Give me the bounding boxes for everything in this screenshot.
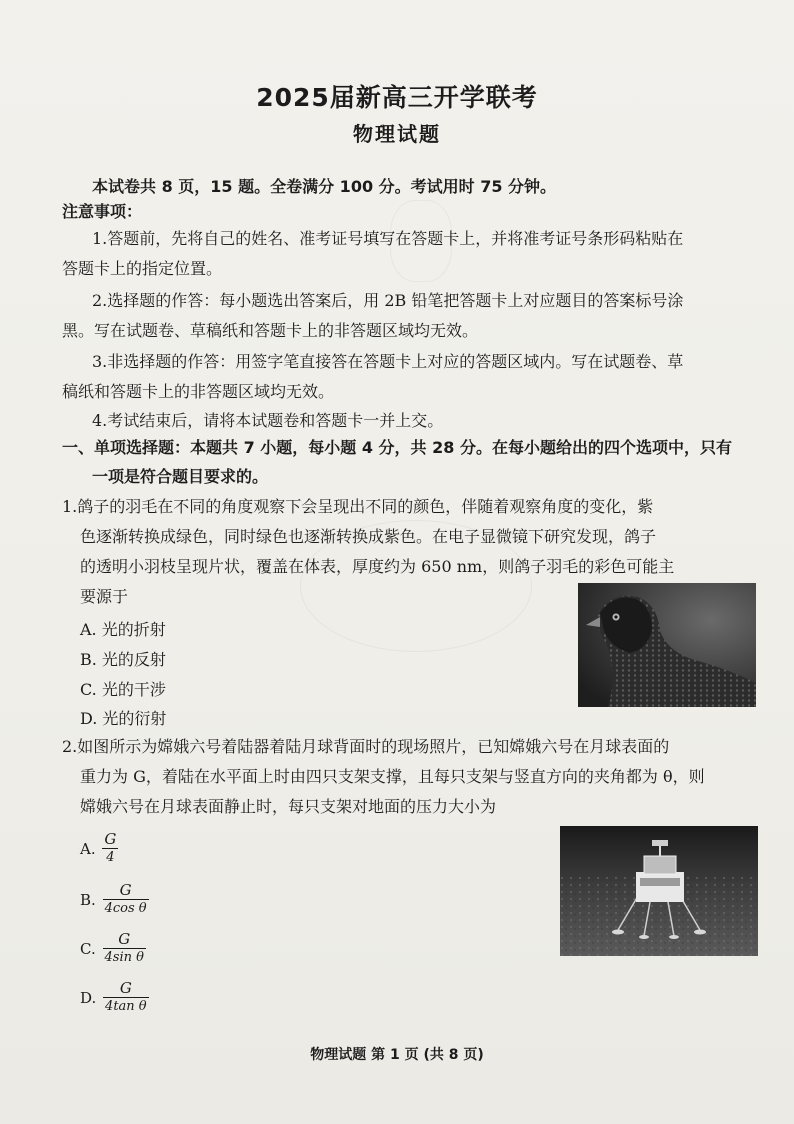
note-1-line-2: 答题卡上的指定位置。 bbox=[62, 259, 223, 278]
q1-option-a: A. 光的折射 bbox=[80, 620, 166, 639]
q2-option-a-numerator: G bbox=[104, 830, 117, 848]
q2-option-d-numerator: G bbox=[103, 979, 149, 998]
q1-option-b: B. 光的反射 bbox=[80, 650, 166, 669]
q1-stem-line-2: 色逐渐转换成绿色，同时绿色也逐渐转换成紫色。在电子显微镜下研究发现，鸽子 bbox=[80, 527, 657, 546]
note-2-line-2: 黑。写在试题卷、草稿纸和答题卡上的非答题区域均无效。 bbox=[62, 321, 479, 340]
note-1-line-1: 1.答题前，先将自己的姓名、准考证号填写在答题卡上，并将准考证号条形码粘贴在 bbox=[92, 229, 684, 248]
q2-option-a-fraction bbox=[102, 830, 118, 867]
pigeon-photo bbox=[578, 583, 756, 707]
q2-option-b-label: B. bbox=[80, 890, 96, 909]
q1-option-c: C. 光的干涉 bbox=[80, 680, 166, 699]
q2-option-d-fraction bbox=[103, 979, 149, 1016]
q2-option-d-denominator: 4tan θ bbox=[105, 999, 147, 1014]
q2-option-d bbox=[80, 979, 149, 1016]
exam-intro: 本试卷共 8 页，15 题。全卷满分 100 分。考试用时 75 分钟。 bbox=[92, 177, 557, 196]
exam-title: 2025届新高三开学联考 bbox=[256, 83, 538, 112]
notes-heading: 注意事项： bbox=[62, 202, 143, 221]
q2-option-d-label: D. bbox=[80, 988, 97, 1007]
q2-option-c-numerator: G bbox=[103, 930, 146, 949]
q2-stem-line-1: 2.如图所示为嫦娥六号着陆器着陆月球背面时的现场照片，已知嫦娥六号在月球表面的 bbox=[62, 737, 670, 756]
q1-stem-line-4: 要源于 bbox=[80, 587, 129, 606]
section-1-heading-cont: 一项是符合题目要求的。 bbox=[92, 467, 269, 486]
q2-option-b-denominator: 4cos θ bbox=[104, 901, 147, 916]
q1-stem-line-3: 的透明小羽枝呈现片状，覆盖在体表，厚度约为 650 nm，则鸽子羽毛的彩色可能主 bbox=[80, 557, 675, 576]
lander-photo bbox=[560, 826, 758, 956]
q2-option-b-fraction bbox=[103, 881, 149, 918]
q2-stem-line-2: 重力为 G，着陆在水平面上时由四只支架支撑，且每只支架与竖直方向的夹角都为 θ，则 bbox=[80, 767, 705, 786]
note-3-line-2: 稿纸和答题卡上的非答题区域均无效。 bbox=[62, 382, 335, 401]
q2-option-c-fraction bbox=[103, 930, 146, 967]
q2-option-b bbox=[80, 881, 149, 918]
section-1-heading: 一、单项选择题：本题共 7 小题，每小题 4 分，共 28 分。在每小题给出的四个选项中，只有 bbox=[62, 438, 732, 457]
note-2-line-1: 2.选择题的作答：每小题选出答案后，用 2B 铅笔把答题卡上对应题目的答案标号涂 bbox=[92, 291, 684, 310]
q2-option-c-denominator: 4sin θ bbox=[104, 950, 144, 965]
q1-option-d: D. 光的衍射 bbox=[80, 709, 167, 728]
q1-stem-line-1: 1.鸽子的羽毛在不同的角度观察下会呈现出不同的颜色，伴随着观察角度的变化，紫 bbox=[62, 497, 654, 516]
note-4: 4.考试结束后，请将本试题卷和答题卡一并上交。 bbox=[92, 411, 444, 430]
q2-option-c bbox=[80, 930, 146, 967]
q2-stem-line-3: 嫦娥六号在月球表面静止时，每只支架对地面的压力大小为 bbox=[80, 797, 497, 816]
q2-option-c-label: C. bbox=[80, 939, 96, 958]
q2-option-a-denominator: 4 bbox=[106, 850, 115, 865]
note-3-line-1: 3.非选择题的作答：用签字笔直接答在答题卡上对应的答题区域内。写在试题卷、草 bbox=[92, 352, 684, 371]
page-footer: 物理试题 第 1 页 (共 8 页) bbox=[310, 1047, 484, 1063]
exam-subject: 物理试题 bbox=[353, 122, 441, 146]
q2-option-a-label: A. bbox=[80, 839, 96, 858]
q2-option-a bbox=[80, 830, 118, 867]
q2-option-b-numerator: G bbox=[103, 881, 149, 900]
